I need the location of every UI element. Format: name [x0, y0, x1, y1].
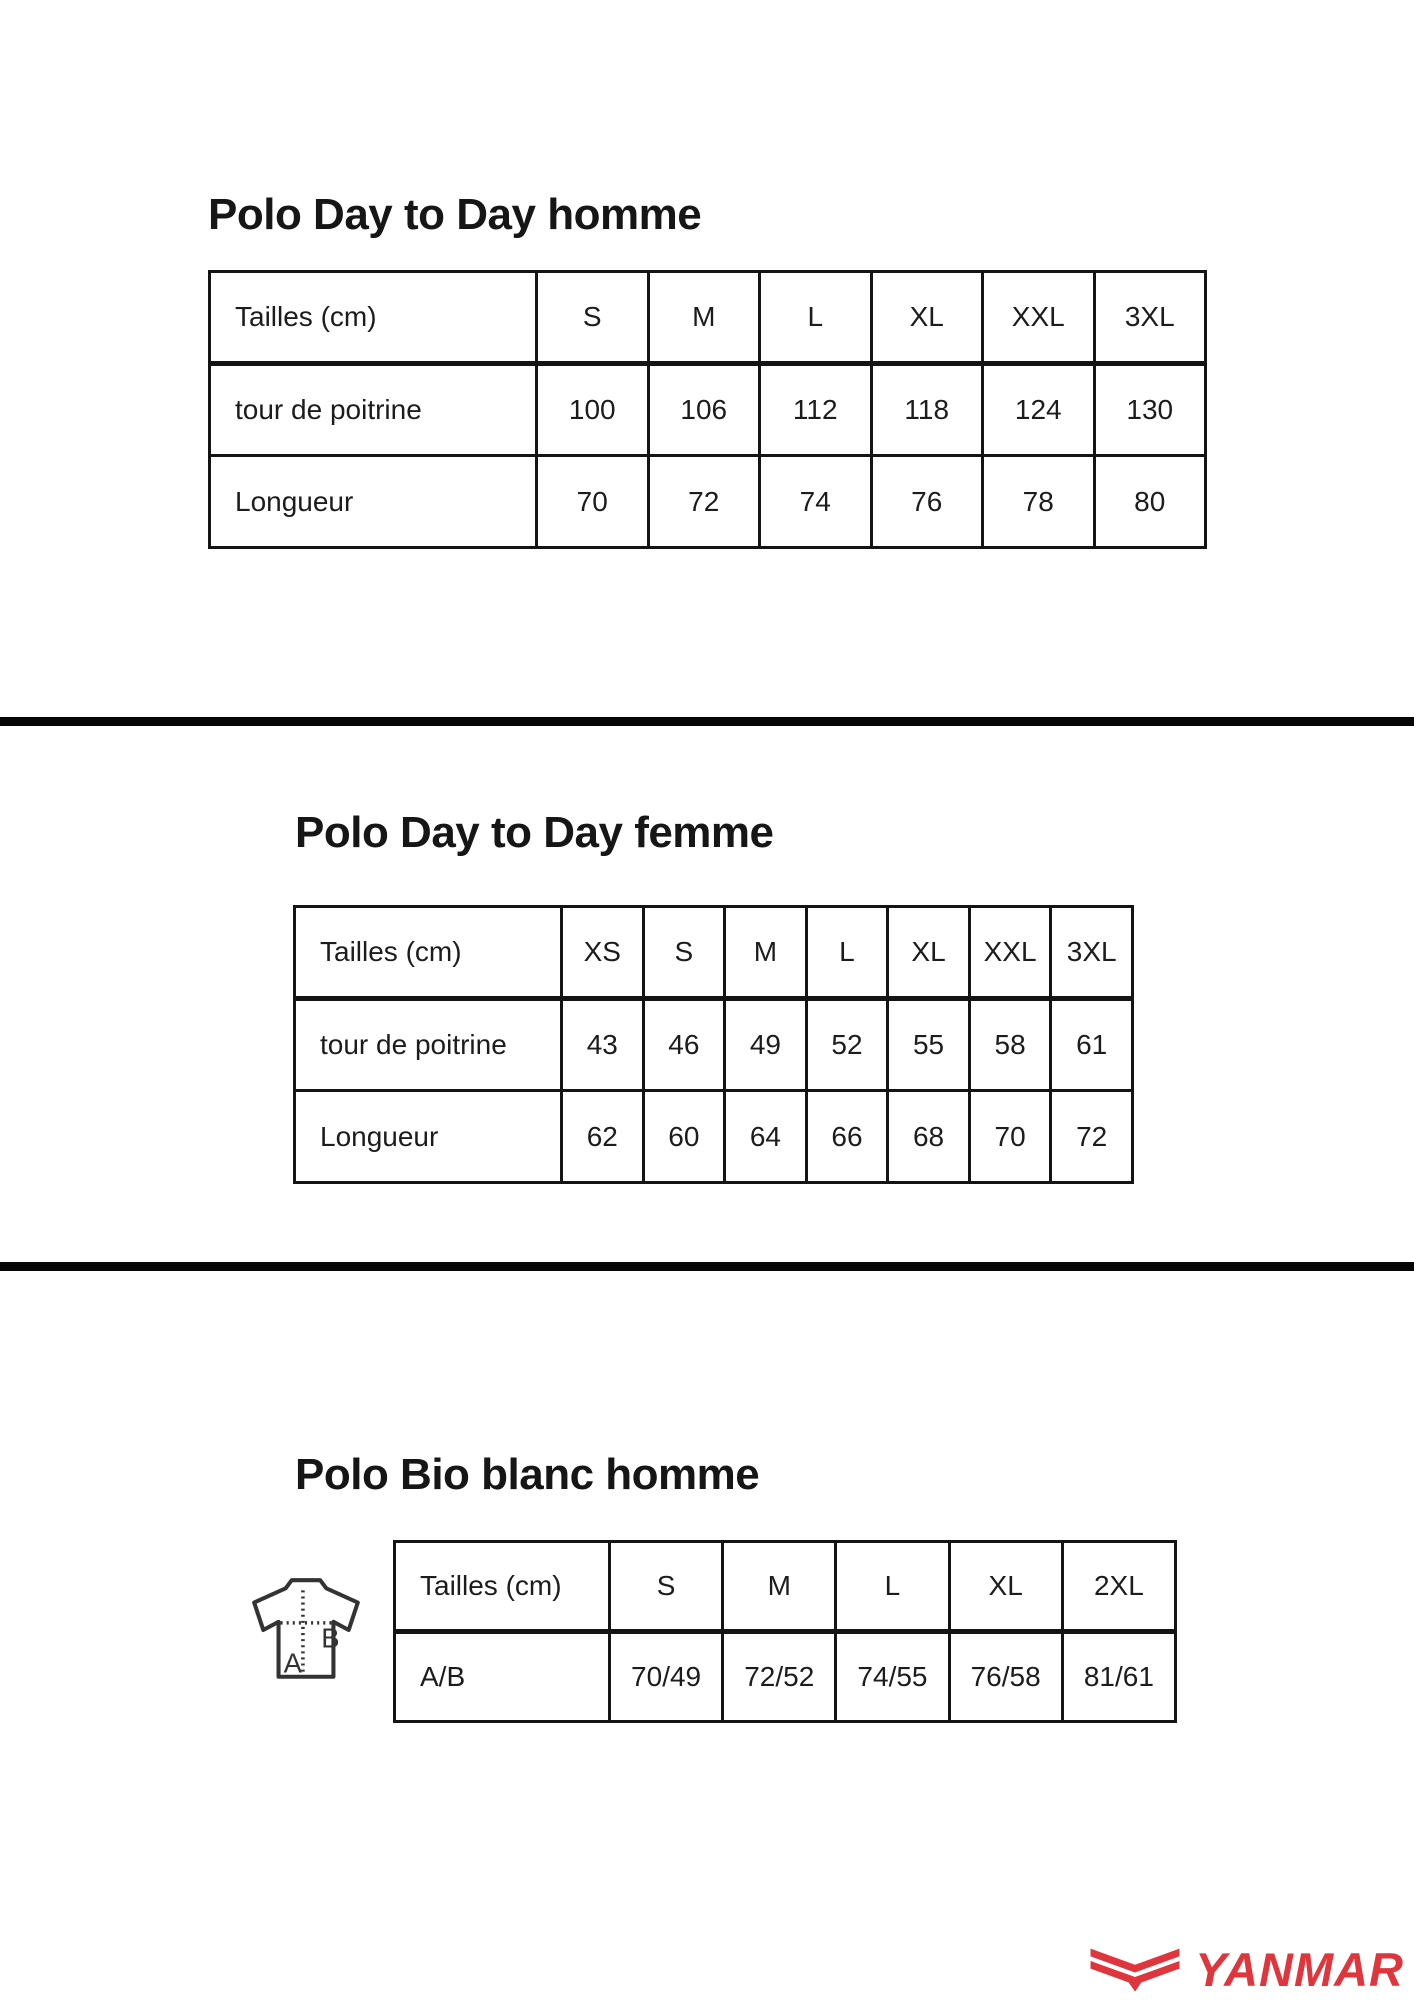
size-value: 72	[1051, 1091, 1133, 1183]
section-title-polo-femme: Polo Day to Day femme	[295, 808, 774, 857]
section-divider	[0, 717, 1414, 726]
size-value: 72/52	[723, 1632, 836, 1722]
size-column-header: XS	[562, 907, 644, 999]
tshirt-measurement-icon	[245, 1573, 369, 1689]
table-row	[395, 1632, 1176, 1722]
table-row	[295, 999, 1133, 1091]
row-label: Longueur	[210, 456, 537, 548]
size-column-header: XXL	[983, 272, 1095, 364]
size-value: 74/55	[836, 1632, 949, 1722]
size-value: 46	[643, 999, 725, 1091]
size-value: 68	[888, 1091, 970, 1183]
row-label-header: Tailles (cm)	[295, 907, 562, 999]
size-value: 49	[725, 999, 807, 1091]
yanmar-wordmark: YANMAR	[1195, 1942, 1404, 1996]
length-label-a: A	[283, 1647, 302, 1679]
section-divider	[0, 1262, 1414, 1271]
size-value: 76	[871, 456, 983, 548]
size-value: 70/49	[610, 1632, 723, 1722]
yanmar-logo	[1089, 1944, 1408, 1994]
size-column-header: XL	[871, 272, 983, 364]
size-column-header: L	[806, 907, 888, 999]
size-column-header: L	[760, 272, 872, 364]
size-column-header: 3XL	[1051, 907, 1133, 999]
size-value: 55	[888, 999, 970, 1091]
size-value: 76/58	[949, 1632, 1062, 1722]
size-value: 60	[643, 1091, 725, 1183]
section-title-polo-homme: Polo Day to Day homme	[208, 190, 702, 239]
size-column-header: M	[648, 272, 760, 364]
size-value: 61	[1051, 999, 1133, 1091]
size-value: 52	[806, 999, 888, 1091]
size-value: 70	[969, 1091, 1051, 1183]
size-value: 130	[1094, 364, 1206, 456]
size-value: 81/61	[1062, 1632, 1175, 1722]
size-column-header: XL	[949, 1542, 1062, 1632]
row-label: tour de poitrine	[295, 999, 562, 1091]
section-title-polo-bio: Polo Bio blanc homme	[295, 1450, 760, 1499]
size-value: 100	[537, 364, 649, 456]
size-column-header: S	[537, 272, 649, 364]
size-table-polo-homme	[208, 270, 1207, 549]
size-value: 112	[760, 364, 872, 456]
row-label: tour de poitrine	[210, 364, 537, 456]
row-label-header: Tailles (cm)	[210, 272, 537, 364]
size-table-polo-femme	[293, 905, 1134, 1184]
size-value: 78	[983, 456, 1095, 548]
row-label: Longueur	[295, 1091, 562, 1183]
size-column-header: S	[610, 1542, 723, 1632]
size-value: 64	[725, 1091, 807, 1183]
table-header-row	[295, 907, 1133, 999]
size-value: 43	[562, 999, 644, 1091]
size-value: 124	[983, 364, 1095, 456]
table-header-row	[395, 1542, 1176, 1632]
width-label-b: B	[321, 1622, 340, 1654]
size-value: 118	[871, 364, 983, 456]
size-value: 70	[537, 456, 649, 548]
table-row	[210, 456, 1206, 548]
size-column-header: 3XL	[1094, 272, 1206, 364]
size-value: 62	[562, 1091, 644, 1183]
size-value: 72	[648, 456, 760, 548]
size-column-header: L	[836, 1542, 949, 1632]
size-value: 74	[760, 456, 872, 548]
size-column-header: M	[723, 1542, 836, 1632]
table-row	[295, 1091, 1133, 1183]
size-column-header: M	[725, 907, 807, 999]
size-value: 58	[969, 999, 1051, 1091]
table-header-row	[210, 272, 1206, 364]
size-column-header: 2XL	[1062, 1542, 1175, 1632]
table-row	[210, 364, 1206, 456]
size-value: 106	[648, 364, 760, 456]
size-value: 66	[806, 1091, 888, 1183]
size-column-header: S	[643, 907, 725, 999]
size-column-header: XXL	[969, 907, 1051, 999]
size-table-polo-bio	[393, 1540, 1177, 1723]
row-label: A/B	[395, 1632, 610, 1722]
row-label-header: Tailles (cm)	[395, 1542, 610, 1632]
size-value: 80	[1094, 456, 1206, 548]
size-column-header: XL	[888, 907, 970, 999]
yanmar-chevron-icon	[1089, 1944, 1181, 1994]
